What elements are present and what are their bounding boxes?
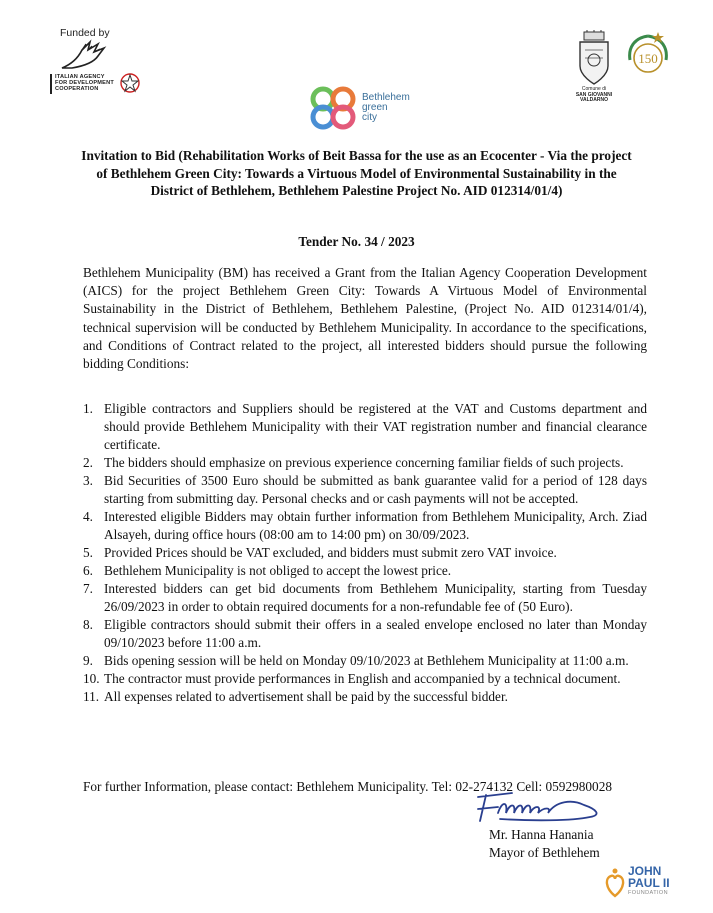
signatory-block [489,826,600,861]
jp-line: PAUL II [628,875,670,890]
condition-text: All expenses related to advertisement shall be paid by the successful bidder. [104,689,508,704]
condition-text: The bidders should emphasize on previous experience concerning familiar fields of such projects. [104,455,624,470]
aics-line: FOR DEVELOPMENT [55,80,114,87]
condition-item [83,454,647,472]
intro-paragraph: Bethlehem Municipality (BM) has received a Grant from the Italian Agency Cooperation Development (AICS) for the project Bethlehem Green City: Towards A Virtuous Model of Environmental Sustainability in the District of Bethlehem, Bethlehem Palestine, (Project No. AID 012314/01/4), technical supervision will be conducted by Bethlehem Municipality. In accordance to the specifications, and Conditions of Contract related to the project, all interested bidders should pursue the following bidding Conditions: [83,265,647,372]
aics-logo-text [55,74,114,93]
condition-number: 6. [83,563,93,578]
contact-info: For further Information, please contact: Bethlehem Municipality. Tel: 02-274132 Cell: 0592980028 [83,779,612,794]
sgv-line: SAN GIOVANNI [575,91,613,98]
condition-item [83,472,647,508]
condition-text: The contractor must provide performances in English and accompanied by a technical document. [104,671,621,686]
condition-number: 5. [83,545,93,560]
italian-emblem-icon [119,72,141,94]
signatory-name: Mr. Hanna Hanania [489,827,594,842]
condition-number: 8. [83,617,93,632]
condition-text: Bids opening session will be held on Monday 09/10/2023 at Bethlehem Municipality at 11:00 a.m. [104,653,629,668]
condition-text: Interested eligible Bidders may obtain further information from Bethlehem Municipality, Arch. Ziad Alsayeh, during office hours (08:00 am to 14:00 pm) on 30/09/2023. [104,509,647,542]
signatory-role: Mayor of Bethlehem [489,844,600,860]
aics-line: ITALIAN AGENCY [55,74,105,80]
bethlehem-green-city-label [362,93,410,123]
john-paul-foundation-sub: FOUNDATION [628,890,668,896]
condition-number: 10. [83,671,100,686]
sgv-line: VALDARNO [580,97,608,104]
condition-item [83,508,647,544]
condition-number: 11. [83,689,100,704]
john-paul-foundation-label [628,866,670,889]
bgc-line: green [362,102,388,113]
condition-item [83,616,647,652]
bgc-line: Bethlehem [362,92,410,103]
condition-item [83,562,647,580]
condition-number: 7. [83,581,93,596]
condition-item [83,580,647,616]
condition-text: Interested bidders can get bid documents from Bethlehem Municipality, starting from Tuesday 26/09/2023 in order to obtain required documents for a non-refundable fee of (50 Euro). [104,581,647,614]
condition-text: Eligible contractors and Suppliers should be registered at the VAT and Customs department and should provide Bethlehem Municipality with their VAT registration number and financial clearance certificate. [104,401,647,452]
conditions-list [83,400,647,706]
dove-hand-icon [58,38,114,72]
bethlehem-green-city-logo-icon [309,85,357,131]
condition-item [83,400,647,454]
bgc-line: city [362,112,377,123]
aics-bar [50,74,52,94]
san-giovanni-crest-icon [575,30,613,86]
condition-number: 9. [83,653,93,668]
anniversary-number: 150 [638,51,658,66]
condition-text: Bethlehem Municipality is not obliged to accept the lowest price. [104,563,452,578]
condition-item [83,670,647,688]
page-title: Invitation to Bid (Rehabilitation Works of Beit Bassa for the use as an Ecocenter - Via the project of Bethlehem Green City: Towards a Virtuous Model of Environmental Sustainability in the District of Bethlehem, Bethlehem Palestine Project No. AID 012314/01/4) [81,148,632,198]
tender-number: Tender No. 34 / 2023 [298,234,415,249]
condition-item [83,652,647,670]
condition-number: 1. [83,401,93,416]
sgv-line: Comune di [581,86,607,92]
condition-item [83,544,647,562]
funded-by-label: Funded by [60,27,110,39]
condition-number: 2. [83,455,93,470]
signature-icon [472,791,612,825]
condition-text: Provided Prices should be VAT excluded, and bidders must submit zero VAT invoice. [104,545,557,560]
john-paul-foundation-logo-icon [603,866,627,900]
aics-line: COOPERATION [55,86,99,93]
condition-number: 4. [83,509,93,524]
condition-text: Bid Securities of 3500 Euro should be submitted as bank guarantee valid for a period of 128 days starting from submitting day. Personal checks and or cash payments will not be accepted. [104,473,647,506]
san-giovanni-label [569,87,619,104]
anniversary-badge-icon [624,30,672,82]
condition-number: 3. [83,473,93,488]
condition-text: Eligible contractors should submit their offers in a sealed envelope enclosed no later than Monday 09/10/2023 before 11:00 a.m. [104,617,647,650]
condition-item [83,688,647,706]
jp-line: JOHN [628,864,662,878]
